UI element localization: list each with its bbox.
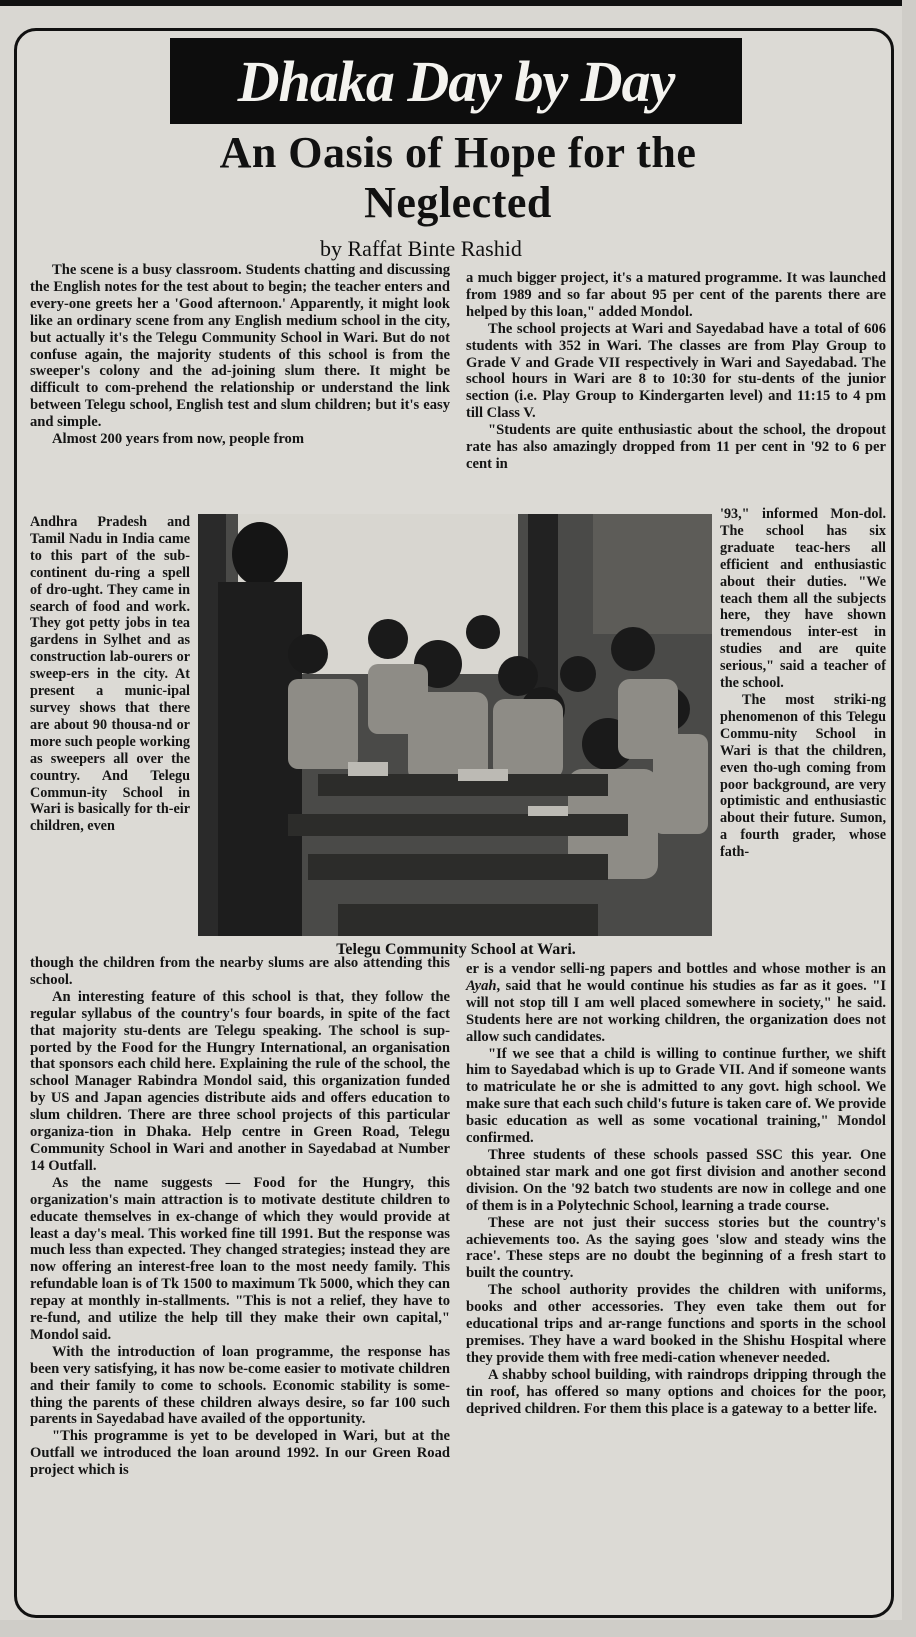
page-top-rule <box>0 0 916 6</box>
text-run: er is a vendor selli-ng papers and bottles and whose mother is an <box>466 961 886 977</box>
headline <box>60 128 856 228</box>
paragraph: Andhra Pradesh and Tamil Nadu in India came to this part of the sub-continent du-ring a spell of dro-ught. They came in search of food and work. They got petty jobs in tea gardens in Sylhet and as construction lab-ourers or sweep-ers in the city. At present a munic-ipal survey shows that there are about 90 thousa-nd or more such people working as sweepers all over the country. And Telegu Commun-ity School in Wari is basically for th-eir children, even <box>30 514 190 835</box>
paragraph: With the introduction of loan programme, the response has been very satisfying, it has now be-come easier to motivate children and their family to come to schools. Economic stability is some-thing the parents of these children always desire, so far 100 such parents in Sayedabad have availed of the opportunity. <box>30 1343 450 1428</box>
paragraph <box>466 961 886 1046</box>
column-2-top <box>466 270 886 473</box>
paragraph: "Students are quite enthusiastic about the school, the dropout rate has also amazingly dropped from 11 per cent in '92 to 6 per cent in <box>466 422 886 472</box>
paragraph: Three students of these schools passed SSC this year. One obtained star mark and one got first division and another second division. On the '92 batch two students are now in college and one of them is in a Polytechnic School, learning a trade course. <box>466 1146 886 1214</box>
headline-line-1: An Oasis of Hope for the <box>219 128 697 177</box>
paragraph: though the children from the nearby slums are also attending this school. <box>30 955 450 988</box>
paragraph: An interesting feature of this school is that, they follow the regular syllabus of the country's four boards, in spite of the fact that majority stu-dents are Telegu speaking. The school is sup-ported by the Food for the Hungry International, an organisation that sponsors each child here. Explaining the rule of the school, the school Manager Rabindra Mondol said, this organization funded by US and Japan agencies distribute aids and offers education to slum children. There are three school projects of this particular organiza-tion in Dhaka. Help centre in Green Road, Telegu Community School in Wari and another in Sayedabad at Number 14 Outfall. <box>30 988 450 1174</box>
paragraph: a much bigger project, it's a matured programme. It was launched from 1989 and so far about 95 per cent of the parents there are helped by this loan," added Mondol. <box>466 270 886 320</box>
column-2-bottom <box>466 961 886 1417</box>
column-1-bottom <box>30 955 450 1479</box>
column-1-top <box>30 262 450 448</box>
paragraph: The most striki-ng phenomenon of this Telegu Commu-nity School in Wari is that the children, even tho-ugh coming from poor background, are very optimistic and enthusiastic about their future. Sumon, a fourth grader, whose fath- <box>720 691 886 861</box>
paragraph: The scene is a busy classroom. Students chatting and discussing the English notes for the test about to begin; the teacher enters and every-one greets her a 'Good afternoon.' Apparently, it might look like an ordinary scene from any English medium school in the city, but actually it's the Telegu Community School in Wari. But do not confuse again, the majority students of this school is from the sweeper's colony and the ad-joining slum there. It might be difficult to com-prehend the relationship or understand the link between Telegu school, English test and slum children; but it's easy and simple. <box>30 262 450 431</box>
byline: by Raffat Binte Rashid <box>320 236 522 261</box>
paragraph: Almost 200 years from now, people from <box>52 431 304 448</box>
column-2-narrow <box>720 506 886 861</box>
classroom-photo <box>198 514 712 936</box>
paragraph: The school projects at Wari and Sayedabad have a total of 606 students with 352 in Wari. The classes are from Play Group to Grade V and Grade VII respectively in Wari and Sayedabad. The school hours in Wari are 8 to 10:30 for stu-dents of the junior section (i.e. Play Group to Kindergarten level) and 11:15 to 4 pm till Class V. <box>466 320 886 422</box>
text-run: , said that he would continue his studies as far as it goes. "I will not stop till I am well placed somewhere in society," he said. Students here are not working children, the organization does not allow such candidates. <box>466 977 886 1045</box>
column-1-narrow <box>30 514 190 835</box>
adjacent-column-edge <box>902 0 916 1637</box>
headline-line-2: Neglected <box>364 178 552 227</box>
paragraph: A shabby school building, with raindrops dripping through the tin roof, has offered so many options and choices for the poor, deprived children. For them this place is a gateway to a better life. <box>466 1366 886 1417</box>
paragraph: '93," informed Mon-dol. The school has six graduate teac-hers all efficient and enthusiastic about their duties. "We teach them all the subjects here, they have shown tremendous inter-est in studies and are quite serious," said a teacher of the school. <box>720 506 886 692</box>
classroom-photo-illustration <box>198 514 712 936</box>
section-banner: Dhaka Day by Day <box>170 38 742 124</box>
photo-caption: Telegu Community School at Wari. <box>336 941 576 958</box>
text-run-italic: Ayah <box>466 977 497 994</box>
paragraph: "This programme is yet to be developed in Wari, but at the Outfall we introduced the loan around 1992. In our Green Road project which is <box>30 1428 450 1479</box>
next-article-strip <box>0 1620 916 1637</box>
paragraph: These are not just their success stories but the country's achievements too. As the saying goes 'slow and steady wins the race'. These steps are no doubt the beginning of a fresh start to built the country. <box>466 1214 886 1282</box>
paragraph: As the name suggests — Food for the Hungry, this organization's main attraction is to motivate destitute children to educate themselves in ex-change of which they would provide at least a day's meal. This worked fine till 1991. But the response was much less than expected. They changed strategies; instead they are now offering an interest-free loan to the most needy family. This refundable loan is of Tk 1500 to maximum Tk 5000, which they can repay at monthly in-stallments. "This is not a relief, they have to re-fund, and utilize the help till they make their own capital," Mondol said. <box>30 1174 450 1343</box>
paragraph: The school authority provides the children with uniforms, books and other accessories. They even take them out for educational trips and ar-range functions and sports in the school premises. They have a ward booked in the Shishu Hospital where they provide them with free medi-cation whenever needed. <box>466 1282 886 1366</box>
paragraph: "If we see that a child is willing to continue further, we shift him to Sayedabad which is up to Grade VII. And if someone wants to matriculate he or she is admitted to any govt. high school. We make sure that each such child's future is taken care of. We provide basic education as well as some vocational training," Mondol confirmed. <box>466 1045 886 1147</box>
